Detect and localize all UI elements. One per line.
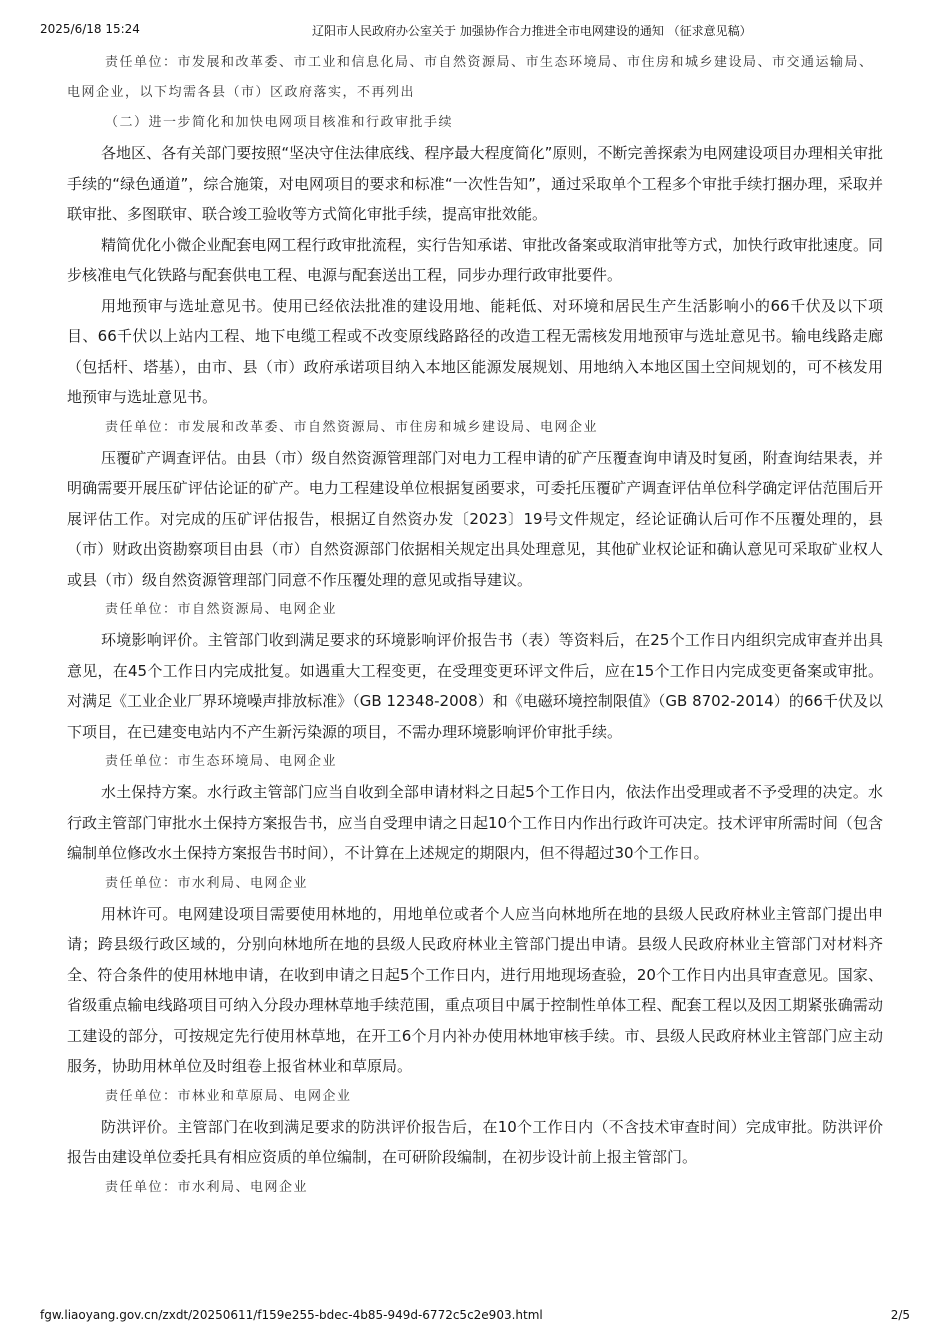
paragraph-small-enterprise: 精简优化小微企业配套电网工程行政审批流程，实行告知承诺、审批改备案或取消审批等方式，加快行政审批速度。同步核准电气化铁路与配套供电工程、电源与配套送出工程，同步办理行政审批要件。 [67, 235, 883, 284]
responsible-units-flood: 责任单位：市水利局、电网企业 [105, 1179, 309, 1195]
document-body [67, 48, 883, 1203]
document-title: 辽阳市人民政府办公室关于 加强协作合力推进全市电网建设的通知 （征求意见稿） [312, 24, 752, 38]
responsible-units-soil: 责任单位：市水利局、电网企业 [105, 875, 309, 891]
paragraph-land-pre-review: 用地预审与选址意见书。使用已经依法批准的建设用地、能耗低、对环境和居民生产生活影响小的66千伏及以下项目、66千伏以上站内工程、地下电缆工程或不改变原线路路径的改造工程无需核发用地预审与选址意见书。输电线路走廊（包括杆、塔基），由市、县（市）政府承诺项目纳入本地区能源发展规划、用地纳入本地区国土空间规划的，可不核发用地预审与选址意见书。 [67, 296, 883, 406]
paragraph-forest-permit: 用林许可。电网建设项目需要使用林地的，用地单位或者个人应当向林地所在地的县级人民政府林业主管部门提出申请；跨县级行政区域的，分别向林地所在地的县级人民政府林业主管部门提出申请。县级人民政府林业主管部门对材料齐全、符合条件的使用林地申请，在收到申请之日起5个工作日内，进行用地现场查验，20个工作日内出具审查意见。国家、省级重点输电线路项目可纳入分段办理林草地手续范围，重点项目中属于控制性单体工程、配套工程以及因工期紧张确需动工建设的部分，可按规定先行使用林草地，在开工6个月内补办使用林地审核手续。市、县级人民政府林业主管部门应主动服务，协助用林单位及时组卷上报省林业和草原局。 [67, 904, 883, 1075]
responsible-units-land: 责任单位：市发展和改革委、市自然资源局、市住房和城乡建设局、电网企业 [105, 419, 599, 435]
responsible-units-forest: 责任单位：市林业和草原局、电网企业 [105, 1088, 352, 1104]
paragraph-soil-conservation: 水土保持方案。水行政主管部门应当自收到全部申请材料之日起5个工作日内，依法作出受理或者不予受理的决定。水行政主管部门审批水土保持方案报告书，应当自受理申请之日起10个工作日内作出行政许可决定。技术评审所需时间（包含编制单位修改水土保持方案报告书时间），不计算在上述规定的期限内，但不得超过30个工作日。 [67, 783, 883, 862]
paragraph-green-channel: 各地区、各有关部门要按照“坚决守住法律底线、程序最大程度简化”原则，不断完善探索为电网建设项目办理相关审批手续的“绿色通道”，综合施策，对电网项目的要求和标准“一次性告知”，通过采取单个工程多个审批手续打捆办理，采取并联审批、多图联审、联合竣工验收等方式简化审批手续，提高审批效能。 [67, 144, 883, 223]
paragraph-flood-assessment: 防洪评价。主管部门在收到满足要求的防洪评价报告后，在10个工作日内（不含技术审查时间）完成审批。防洪评价报告由建设单位委托具有相应资质的单位编制，在可研阶段编制，在初步设计前上报主管部门。 [67, 1117, 883, 1166]
responsible-units-mineral: 责任单位：市自然资源局、电网企业 [105, 602, 338, 617]
print-footer [40, 1308, 910, 1324]
paragraph-environment-assessment: 环境影响评价。主管部门收到满足要求的环境影响评价报告书（表）等资料后，在25个工作日内组织完成审查并出具意见，在45个工作日内完成批复。如遇重大工程变更，在受理变更环评文件后，应在15个工作日内完成变更备案或审批。对满足《工业企业厂界环境噪声排放标准》（GB 12348-2008）和《电磁环境控制限值》（GB 8702-2014）的66千伏及以下项目，在已建变电站内不产生新污染源的项目，不需办理环境影响评价审批手续。 [67, 631, 883, 741]
paragraph-mineral-survey: 压覆矿产调查评估。由县（市）级自然资源管理部门对电力工程申请的矿产压覆查询申请及时复函，附查询结果表，并明确需要开展压矿评估论证的矿产。电力工程建设单位根据复函要求，可委托压覆矿产调查评估单位科学确定评估范围后开展评估工作。对完成的压矿评估报告，根据辽自然资办发〔2023〕19号文件规定，经论证确认后可作不压覆处理的，县（市）财政出资勘察项目由县（市）自然资源部门依据相关规定出具处理意见，其他矿业权论证和确认意见可采取矿业权人或县（市）级自然资源管理部门同意不作压覆处理的意见或指导建议。 [67, 448, 883, 589]
print-datetime: 2025/6/18 15:24 [40, 22, 140, 36]
page-url: fgw.liaoyang.gov.cn/zxdt/20250611/f159e255-bdec-4b85-949d-6772c5c2e903.html [40, 1308, 543, 1322]
responsible-units-top: 责任单位：市发展和改革委、市工业和信息化局、市自然资源局、市生态环境局、市住房和城乡建设局、市交通运输局、电网企业，以下均需各县（市）区政府落实，不再列出 [67, 55, 874, 100]
page-number: 2/5 [890, 1308, 910, 1322]
print-header [40, 22, 910, 38]
section-heading: （二）进一步简化和加快电网项目核准和行政审批手续 [105, 115, 454, 130]
responsible-units-environment: 责任单位：市生态环境局、电网企业 [105, 754, 338, 769]
